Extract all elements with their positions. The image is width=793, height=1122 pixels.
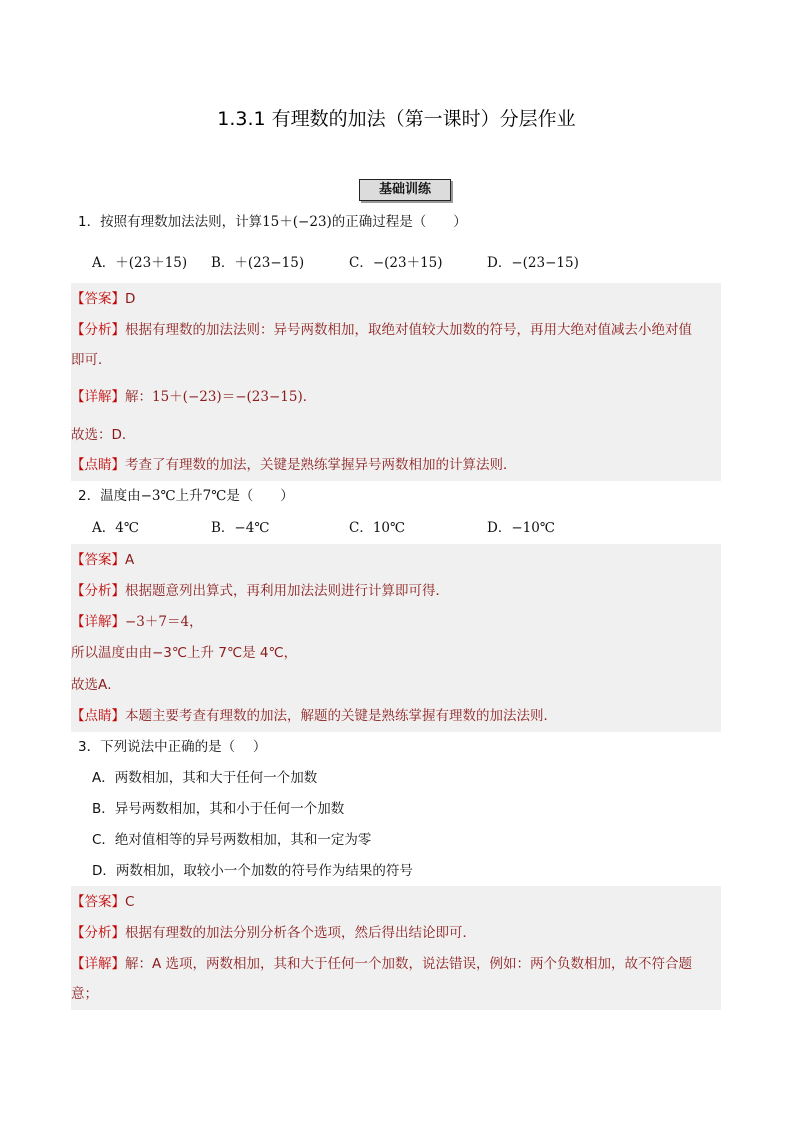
question-1-stem: 1．按照有理数加法法则，计算15＋(−23)的正确过程是（ ） (78, 214, 467, 230)
question-3-stem: 3．下列说法中正确的是（ ） (78, 739, 267, 755)
q1-conclusion: 故选：D． (71, 427, 136, 443)
q2-answer: 【答案】A (71, 552, 135, 568)
q3-option-c: C．绝对值相等的异号两数相加，其和一定为零 (92, 832, 372, 848)
q2-comment: 【点睛】本题主要考查有理数的加法，解题的关键是熟练掌握有理数的加法法则． (71, 708, 557, 724)
q2-option-d: D．−10℃ (487, 520, 555, 536)
page-title: 1.3.1 有理数的加法（第一课时）分层作业 (217, 108, 576, 130)
q3-detail-cont: 意； (71, 986, 98, 1002)
q2-analysis: 【分析】根据题意列出算式，再利用加法法则进行计算即可得． (71, 583, 449, 599)
q2-detail-cont: 所以温度由由−3℃上升 7℃是 4℃， (71, 645, 298, 661)
q2-answer-block (71, 544, 721, 732)
q3-option-b: B．异号两数相加，其和小于任何一个加数 (92, 801, 345, 817)
q1-option-a: A．＋(23＋15) (92, 255, 188, 271)
q3-answer-block (71, 886, 721, 1010)
q3-option-a: A．两数相加，其和大于任何一个加数 (92, 770, 318, 786)
q2-option-a: A．4℃ (92, 520, 139, 536)
q1-answer: 【答案】D (71, 291, 136, 307)
q1-answer-block (71, 283, 721, 481)
q1-option-b: B．＋(23−15) (211, 255, 305, 271)
q2-conclusion: 故选A． (71, 677, 121, 693)
q2-detail: 【详解】−3＋7＝4， (71, 614, 203, 630)
question-2-stem: 2．温度由−3℃上升7℃是（ ） (78, 488, 294, 504)
q2-option-b: B．−4℃ (211, 520, 270, 536)
q3-answer: 【答案】C (71, 894, 135, 910)
q1-analysis: 【分析】根据有理数的加法法则：异号两数相加，取绝对值较大加数的符号，再用大绝对值减去小绝对值 (71, 322, 692, 338)
section-badge: 基础训练 (359, 179, 451, 201)
q1-comment: 【点睛】考查了有理数的加法，关键是熟练掌握异号两数相加的计算法则． (71, 457, 517, 473)
q2-option-c: C．10℃ (349, 520, 406, 536)
q1-option-c: C．−(23＋15) (349, 255, 443, 271)
q1-option-d: D．−(23−15) (487, 255, 579, 271)
q3-detail: 【详解】解：A 选项，两数相加，其和大于任何一个加数，说法错误，例如：两个负数相加，故不符合题 (71, 956, 693, 972)
q1-analysis-cont: 即可． (71, 352, 112, 368)
q3-analysis: 【分析】根据有理数的加法分别分析各个选项，然后得出结论即可． (71, 925, 476, 941)
q1-detail: 【详解】解：15＋(−23)＝−(23−15)． (71, 389, 317, 405)
q3-option-d: D．两数相加，取较小一个加数的符号作为结果的符号 (92, 863, 413, 879)
